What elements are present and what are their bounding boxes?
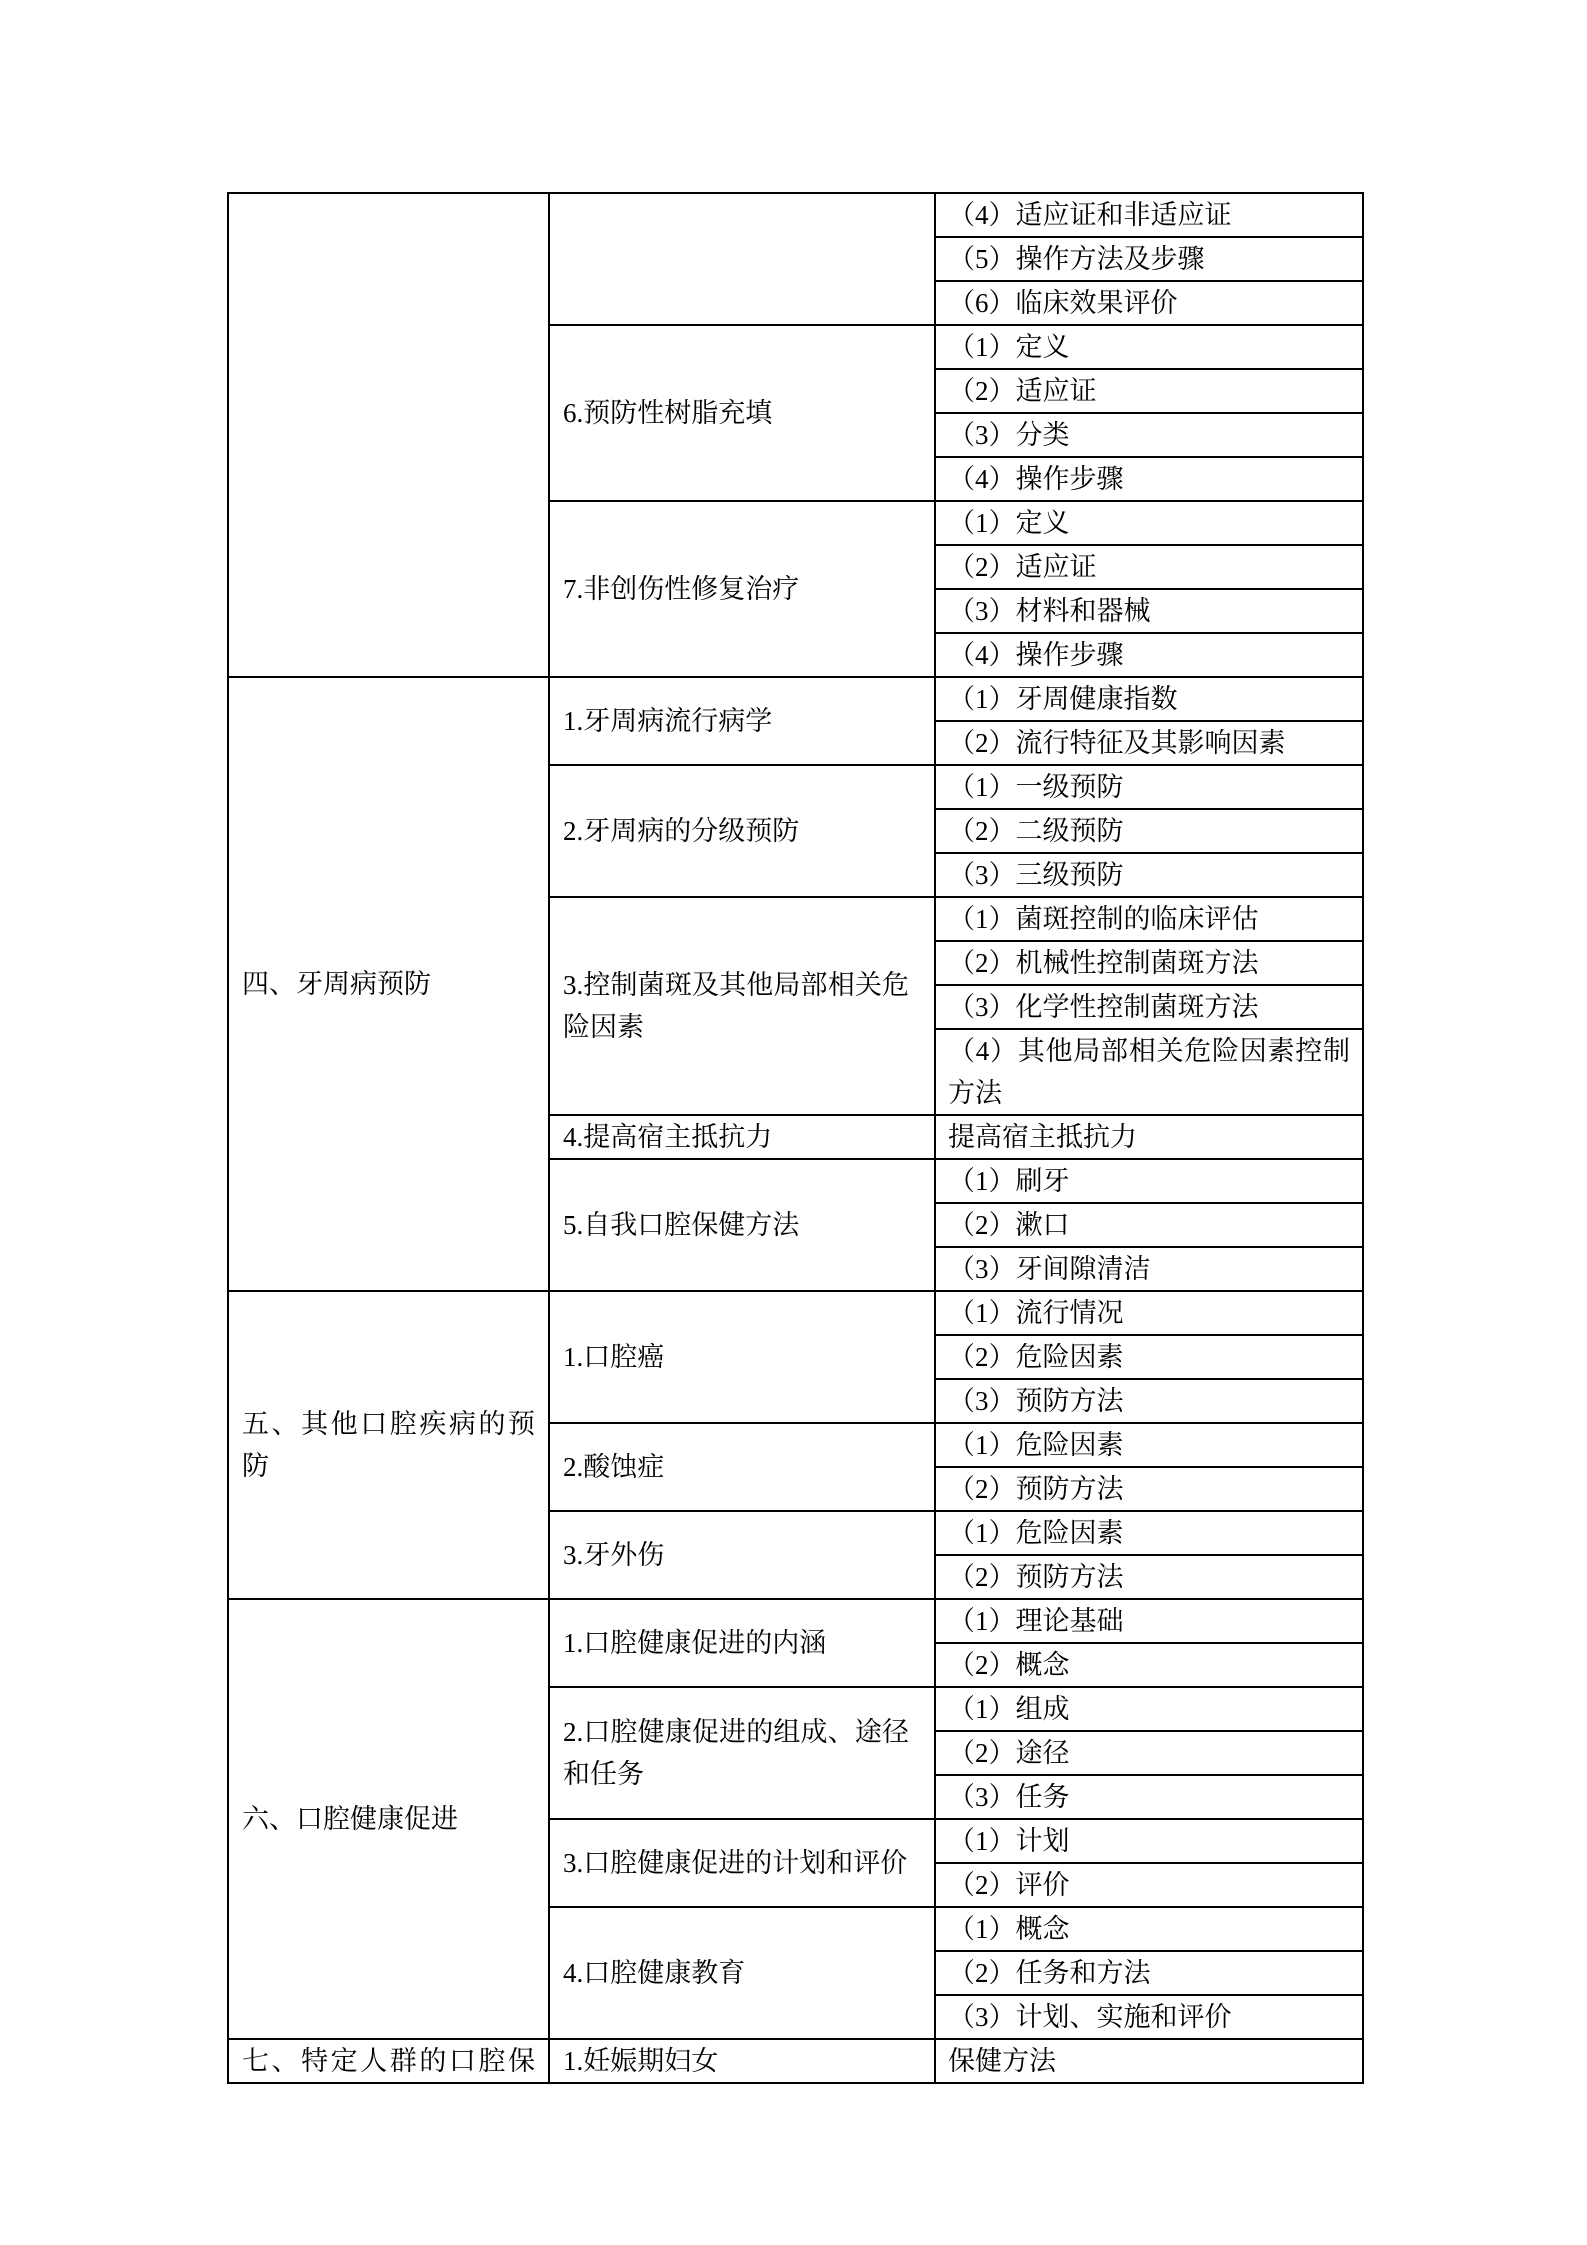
topic-cell: 2.口腔健康促进的组成、途径和任务 (549, 1687, 935, 1819)
detail-cell: （2）流行特征及其影响因素 (935, 721, 1363, 765)
detail-cell: （3）任务 (935, 1775, 1363, 1819)
topic-cell (549, 193, 935, 325)
detail-cell: （3）牙间隙清洁 (935, 1247, 1363, 1291)
syllabus-table (227, 192, 1364, 2084)
topic-cell: 6.预防性树脂充填 (549, 325, 935, 501)
group-cell: 七、特定人群的口腔保 (228, 2039, 549, 2083)
detail-cell: （1）定义 (935, 501, 1363, 545)
topic-cell: 3.牙外伤 (549, 1511, 935, 1599)
group-cell: 四、牙周病预防 (228, 677, 549, 1291)
detail-cell: （5）操作方法及步骤 (935, 237, 1363, 281)
table-row (228, 677, 1363, 721)
topic-cell: 2.酸蚀症 (549, 1423, 935, 1511)
detail-cell: 保健方法 (935, 2039, 1363, 2083)
topic-cell: 3.口腔健康促进的计划和评价 (549, 1819, 935, 1907)
detail-cell: （1）菌斑控制的临床评估 (935, 897, 1363, 941)
topic-cell: 1.口腔健康促进的内涵 (549, 1599, 935, 1687)
detail-cell: （2）任务和方法 (935, 1951, 1363, 1995)
topic-cell: 1.牙周病流行病学 (549, 677, 935, 765)
detail-cell: （2）预防方法 (935, 1467, 1363, 1511)
topic-cell: 1.口腔癌 (549, 1291, 935, 1423)
detail-cell: （2）适应证 (935, 369, 1363, 413)
topic-cell: 7.非创伤性修复治疗 (549, 501, 935, 677)
detail-cell: （1）定义 (935, 325, 1363, 369)
topic-cell: 4.提高宿主抵抗力 (549, 1115, 935, 1159)
detail-cell: （3）三级预防 (935, 853, 1363, 897)
topic-cell: 4.口腔健康教育 (549, 1907, 935, 2039)
detail-cell: （6）临床效果评价 (935, 281, 1363, 325)
detail-cell: （4）操作步骤 (935, 457, 1363, 501)
topic-cell: 2.牙周病的分级预防 (549, 765, 935, 897)
detail-cell: （2）途径 (935, 1731, 1363, 1775)
table-row (228, 2039, 1363, 2083)
detail-cell: （3）计划、实施和评价 (935, 1995, 1363, 2039)
detail-cell: （2）适应证 (935, 545, 1363, 589)
detail-cell: （2）二级预防 (935, 809, 1363, 853)
detail-cell: （1）危险因素 (935, 1423, 1363, 1467)
detail-cell: （4）其他局部相关危险因素控制方法 (935, 1029, 1363, 1115)
detail-cell: （2）预防方法 (935, 1555, 1363, 1599)
table-row (228, 1599, 1363, 1643)
detail-cell: （1）危险因素 (935, 1511, 1363, 1555)
detail-cell: （1）理论基础 (935, 1599, 1363, 1643)
detail-cell: （3）化学性控制菌斑方法 (935, 985, 1363, 1029)
detail-cell: （4）操作步骤 (935, 633, 1363, 677)
detail-cell: （1）一级预防 (935, 765, 1363, 809)
table-row (228, 1291, 1363, 1335)
detail-cell: （4）适应证和非适应证 (935, 193, 1363, 237)
detail-cell: （3）预防方法 (935, 1379, 1363, 1423)
detail-cell: （1）流行情况 (935, 1291, 1363, 1335)
group-cell: 六、口腔健康促进 (228, 1599, 549, 2039)
detail-cell: （1）计划 (935, 1819, 1363, 1863)
detail-cell: （1）组成 (935, 1687, 1363, 1731)
detail-cell: （1）刷牙 (935, 1159, 1363, 1203)
detail-cell: （1）牙周健康指数 (935, 677, 1363, 721)
topic-cell: 5.自我口腔保健方法 (549, 1159, 935, 1291)
detail-cell: （2）危险因素 (935, 1335, 1363, 1379)
detail-cell: 提高宿主抵抗力 (935, 1115, 1363, 1159)
detail-cell: （2）漱口 (935, 1203, 1363, 1247)
detail-cell: （1）概念 (935, 1907, 1363, 1951)
detail-cell: （3）材料和器械 (935, 589, 1363, 633)
topic-cell: 3.控制菌斑及其他局部相关危险因素 (549, 897, 935, 1115)
detail-cell: （2）评价 (935, 1863, 1363, 1907)
table-row (228, 193, 1363, 237)
detail-cell: （2）概念 (935, 1643, 1363, 1687)
group-cell (228, 193, 549, 677)
detail-cell: （2）机械性控制菌斑方法 (935, 941, 1363, 985)
group-cell: 五、其他口腔疾病的预防 (228, 1291, 549, 1599)
topic-cell: 1.妊娠期妇女 (549, 2039, 935, 2083)
detail-cell: （3）分类 (935, 413, 1363, 457)
